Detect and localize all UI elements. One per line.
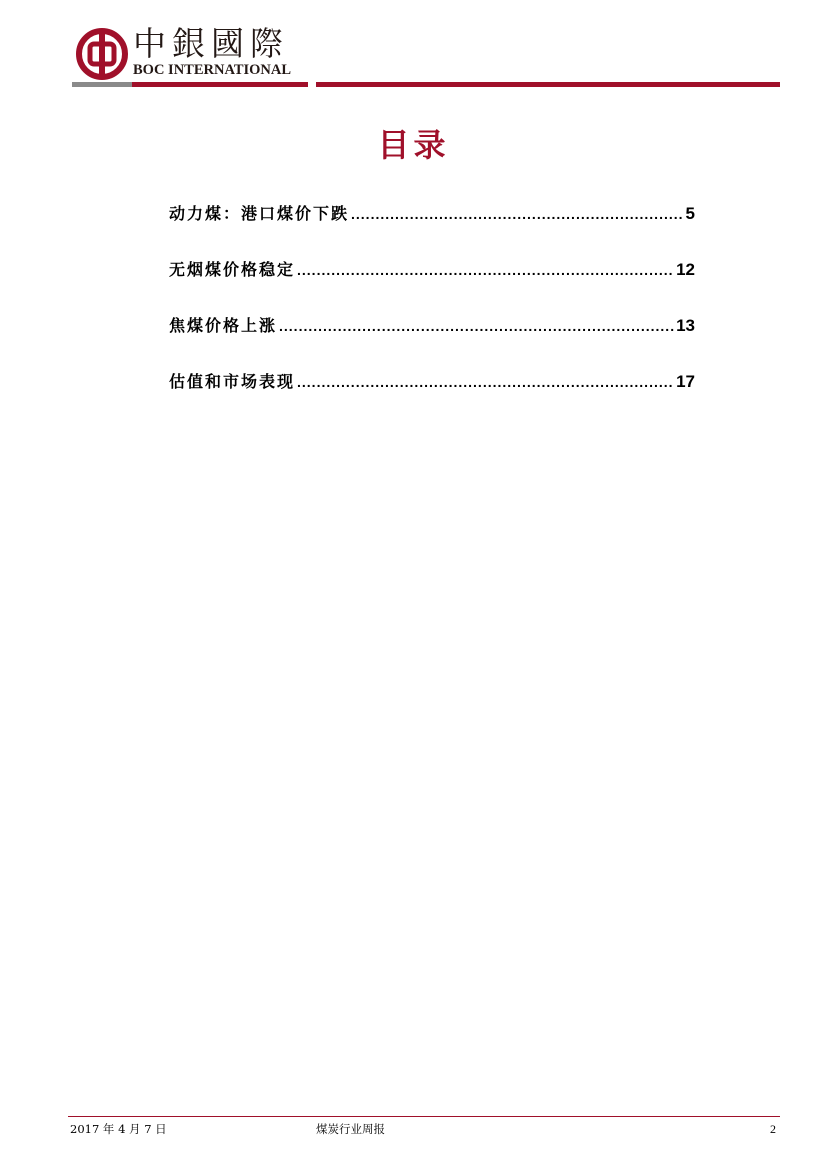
- toc-entry-label: 动力煤：港口煤价下跌: [169, 204, 350, 223]
- toc-entry-coking-coal[interactable]: [169, 312, 695, 368]
- logo-english-name: BOC INTERNATIONAL: [133, 62, 292, 78]
- header-rule-red-short: [132, 82, 308, 87]
- header-rule-grey: [72, 82, 132, 87]
- toc-entry-valuation[interactable]: [169, 368, 695, 424]
- toc-entry-page: 12: [676, 260, 695, 279]
- footer-date: 2017 年 4 月 7 日: [70, 1122, 167, 1136]
- toc-dot-leader: [351, 200, 684, 228]
- toc-entry-label: 无烟煤价格稳定: [169, 260, 296, 279]
- toc-dot-leader: [279, 312, 674, 340]
- footer-report-name: 煤炭行业周报: [316, 1122, 385, 1136]
- toc-entry-page: 17: [676, 372, 695, 391]
- toc-dot-leader: [297, 368, 674, 396]
- footer-rule: [68, 1116, 780, 1117]
- toc-entry-anthracite[interactable]: [169, 256, 695, 312]
- toc-list: [169, 200, 695, 424]
- toc-dot-leader: [297, 256, 674, 284]
- toc-entry-page: 13: [676, 316, 695, 335]
- logo-chinese-name: 中銀國際: [133, 24, 289, 63]
- footer-page-number: 2: [770, 1122, 776, 1136]
- toc-entry-label: 焦煤价格上涨: [169, 316, 278, 335]
- toc-entry-thermal-coal[interactable]: [169, 200, 695, 256]
- header-rule-red-long: [316, 82, 780, 87]
- boc-logo-icon: [76, 28, 128, 80]
- toc-entry-page: 5: [685, 204, 695, 223]
- toc-entry-label: 估值和市场表现: [169, 372, 296, 391]
- toc-title: 目录: [377, 126, 450, 164]
